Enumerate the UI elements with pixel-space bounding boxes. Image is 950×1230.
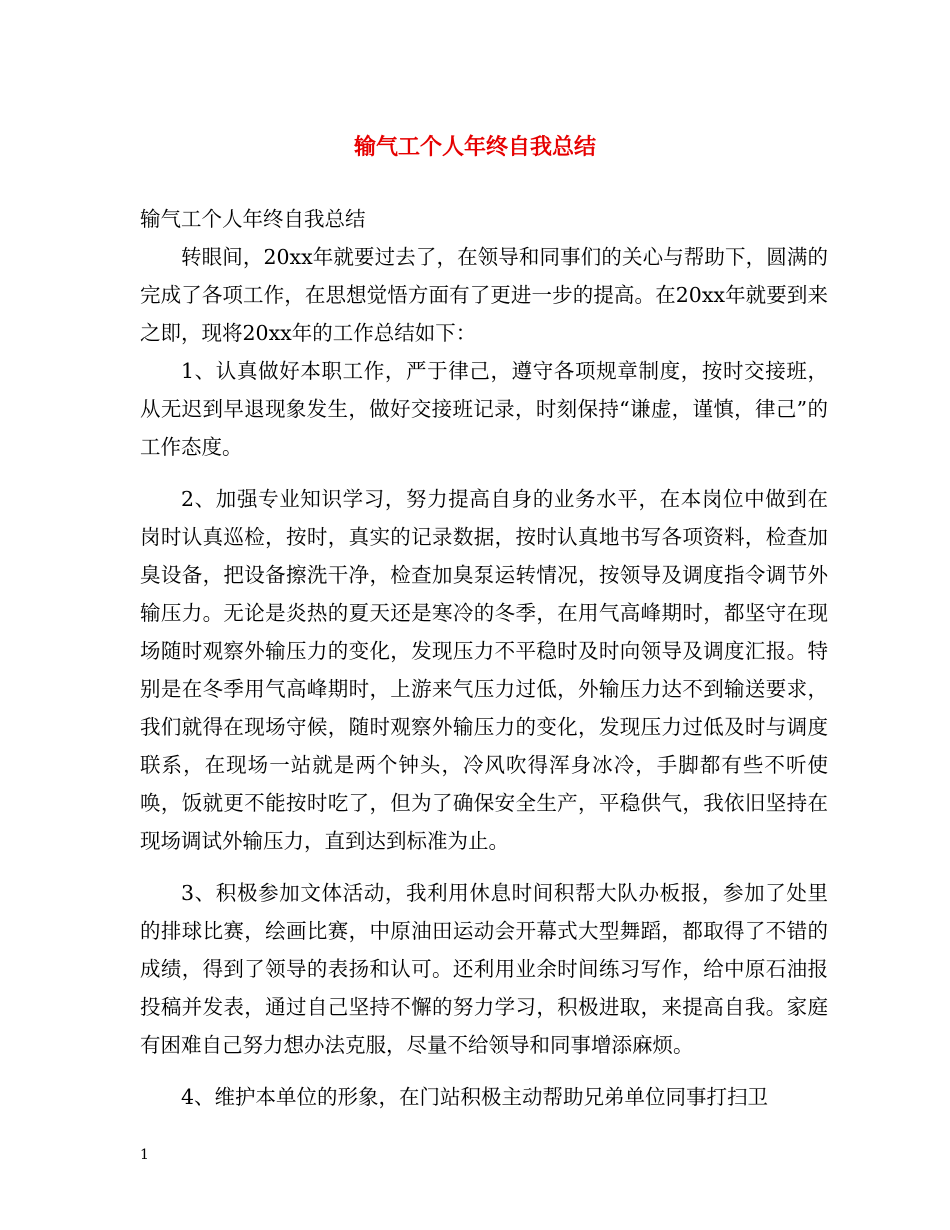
document-body: [140, 200, 828, 1116]
paragraph-item-2: 2、加强专业知识学习，努力提高自身的业务水平，在本岗位中做到在岗时认真巡检，按时，真实的记录数据，按时认真地书写各项资料，检查加臭设备，把设备擦洗干净，检查加臭泵运转情况，按领导及调度指令调节外输压力。无论是炎热的夏天还是寒冷的冬季，在用气高峰期时，都坚守在现场随时观察外输压力的变化，发现压力不平稳时及时向领导及调度汇报。特别是在冬季用气高峰期时，上游来气压力过低，外输压力达不到输送要求，我们就得在现场守候，随时观察外输压力的变化，发现压力过低及时与调度联系，在现场一站就是两个钟头，冷风吹得浑身冰冷，手脚都有些不听使唤，饭就更不能按时吃了，但为了确保安全生产，平稳供气，我依旧坚持在现场调试外输压力，直到达到标准为止。: [140, 487, 828, 853]
paragraph-item-3: 3、积极参加文体活动，我利用休息时间积帮大队办板报，参加了处里的排球比赛，绘画比赛，中原油田运动会开幕式大型舞蹈，都取得了不错的成绩，得到了领导的表扬和认可。还利用业余时间练习写作，给中原石油报投稿并发表，通过自己坚持不懈的努力学习，积极进取，来提高自我。家庭有困难自己努力想办法克服，尽量不给领导和同事增添麻烦。: [140, 881, 828, 1057]
page-number: 1: [140, 1147, 149, 1163]
paragraph-item-4: 4、维护本单位的形象，在门站积极主动帮助兄弟单位同事打扫卫: [181, 1085, 769, 1109]
document-subtitle: 输气工个人年终自我总结: [140, 207, 366, 231]
paragraph-intro: 转眼间，20xx年就要过去了，在领导和同事们的关心与帮助下，圆满的完成了各项工作，在思想觉悟方面有了更进一步的提高。在20xx年就要到来之即，现将20xx年的工作总结如下：: [140, 245, 828, 345]
document-title: 输气工个人年终自我总结: [353, 135, 596, 160]
paragraph-item-1: 1、认真做好本职工作，严于律己，遵守各项规章制度，按时交接班，从无迟到早退现象发生，做好交接班记录，时刻保持“谦虚，谨慎，律己”的工作态度。: [140, 359, 828, 459]
